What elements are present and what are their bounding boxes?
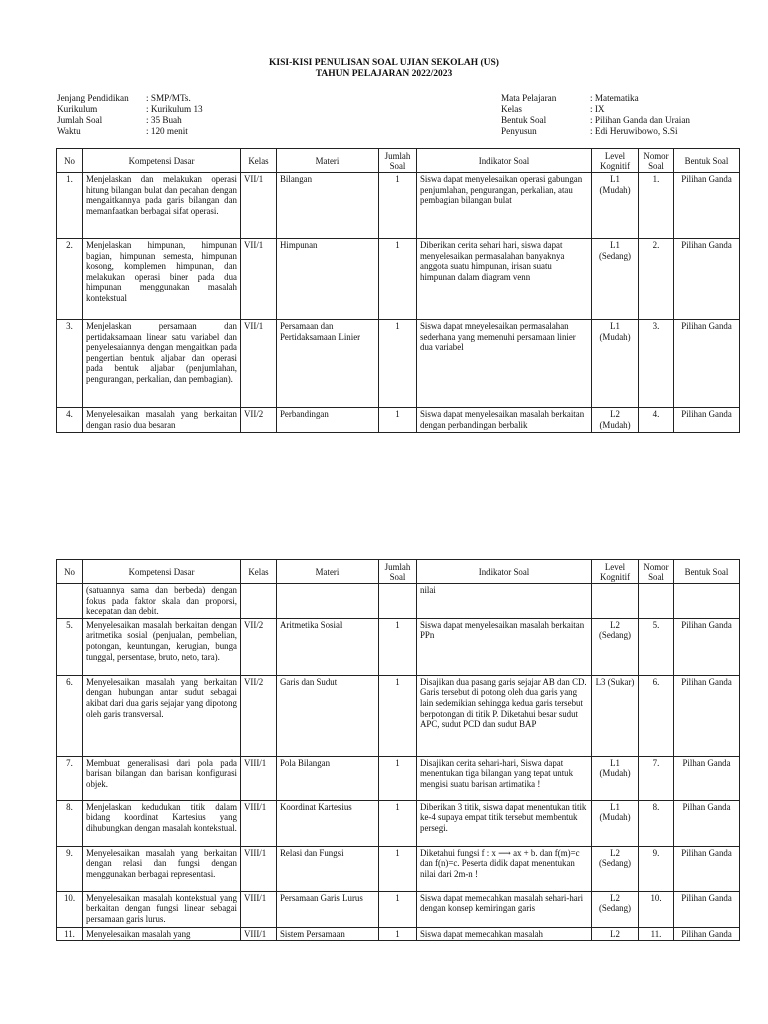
cell-kelas: VII/2 <box>241 408 277 433</box>
cell-no: 5. <box>57 618 83 675</box>
cell-jumlah: 1 <box>379 173 417 239</box>
meta-row <box>501 93 690 104</box>
cell-kompetensi-dasar: Menyelesaikan masalah kontekstual yang berkaitan dengan fungsi linear sebagai persamaan garis lurus. <box>83 891 241 927</box>
cell-nomor: 11. <box>639 927 674 941</box>
cell-kelas: VII/1 <box>241 173 277 239</box>
cell-materi: Himpunan <box>277 239 379 320</box>
header-nomor-soal: Nomor Soal <box>639 149 674 173</box>
cell-level: L2 (Sedang) <box>592 891 639 927</box>
cell-kompetensi-dasar: Menyelesaikan masalah berkaitan dengan aritmetika sosial (penjualan, pembelian, potongan, keuntungan, kerugian, bunga tunggal, persentase, bruto, neto, tara). <box>83 618 241 675</box>
header-indikator-soal: Indikator Soal <box>417 149 592 173</box>
header-bentuk-soal: Bentuk Soal <box>674 560 740 584</box>
cell-bentuk: Pilihan Ganda <box>674 891 740 927</box>
cell-bentuk: Pilihan Ganda <box>674 846 740 891</box>
cell-materi: Sistem Persamaan <box>277 927 379 941</box>
meta-value: : SMP/MTs. <box>146 93 191 103</box>
document-title-line1: KISI-KISI PENULISAN SOAL UJIAN SEKOLAH (US) <box>269 58 499 68</box>
cell-jumlah: 1 <box>379 756 417 800</box>
cell-no: 11. <box>57 927 83 941</box>
cell-level: L2 (Mudah) <box>592 408 639 433</box>
cell-kelas: VII/1 <box>241 320 277 408</box>
cell-nomor: 5. <box>639 618 674 675</box>
meta-value: : 35 Buah <box>146 115 182 125</box>
table-row <box>57 618 740 675</box>
cell-level: L1 (Mudah) <box>592 320 639 408</box>
header-no: No <box>57 149 83 173</box>
cell-nomor: 1. <box>639 173 674 239</box>
header-indikator-soal: Indikator Soal <box>417 560 592 584</box>
cell-bentuk: Pilhan Ganda <box>674 800 740 846</box>
meta-row <box>501 115 690 126</box>
cell-indikator: Siswa dapat mneyelesaikan permasalahan sederhana yang memenuhi persamaan linier dua variabel <box>417 320 592 408</box>
table-row <box>57 756 740 800</box>
cell-indikator: Diketahui fungsi f : x ⟶ ax + b. dan f(m)=c dan f(n)=c. Peserta didik dapat menentukan nilai dari 2m-n ! <box>417 846 592 891</box>
cell-indikator: nilai <box>417 584 592 619</box>
cell-indikator: Siswa dapat memecahkan masalah <box>417 927 592 941</box>
cell-level: L3 (Sukar) <box>592 675 639 756</box>
cell-materi: Pola Bilangan <box>277 756 379 800</box>
cell-indikator: Siswa dapat menyelesaikan operasi gabungan penjumlahan, pengurangan, perkalian, atau pembagian bilangan bulat <box>417 173 592 239</box>
meta-row <box>57 104 203 115</box>
cell-bentuk: Pilihan Ganda <box>674 675 740 756</box>
cell-level: L2 (Sedang) <box>592 846 639 891</box>
cell-jumlah: 1 <box>379 320 417 408</box>
table-row <box>57 408 740 433</box>
meta-row <box>501 126 690 137</box>
cell-indikator: Siswa dapat menyelesaikan masalah berkaitan PPn <box>417 618 592 675</box>
cell-materi: Bilangan <box>277 173 379 239</box>
cell-materi: Persamaan Garis Lurus <box>277 891 379 927</box>
table-row <box>57 891 740 927</box>
cell-kompetensi-dasar: Menyelesaikan masalah yang berkaitan dengan relasi dan fungsi dengan menggunakan berbagai representasi. <box>83 846 241 891</box>
header-materi: Materi <box>277 149 379 173</box>
header-kelas: Kelas <box>241 149 277 173</box>
header-kompetensi-dasar: Kompetensi Dasar <box>83 149 241 173</box>
meta-label: Waktu <box>57 126 81 136</box>
meta-label: Kelas <box>501 104 522 114</box>
cell-no: 10. <box>57 891 83 927</box>
meta-label: Penyusun <box>501 126 537 136</box>
cell-no: 1. <box>57 173 83 239</box>
cell-jumlah: 1 <box>379 927 417 941</box>
cell-kelas: VIII/1 <box>241 800 277 846</box>
cell-kompetensi-dasar: Menjelaskan dan melakukan operasi hitung bilangan bulat dan pecahan dengan mengaitkannya pada garis bilangan dan memanfaatkan berbagai sifat operasi. <box>83 173 241 239</box>
cell-jumlah <box>379 584 417 619</box>
cell-level <box>592 584 639 619</box>
cell-no: 6. <box>57 675 83 756</box>
table-row <box>57 173 740 239</box>
cell-level: L1 (Mudah) <box>592 173 639 239</box>
cell-kelas <box>241 584 277 619</box>
kisi-kisi-table-2 <box>56 559 740 941</box>
meta-value: : IX <box>590 104 605 114</box>
cell-jumlah: 1 <box>379 891 417 927</box>
cell-jumlah: 1 <box>379 408 417 433</box>
cell-nomor <box>639 584 674 619</box>
cell-nomor: 3. <box>639 320 674 408</box>
cell-no: 9. <box>57 846 83 891</box>
meta-value: : Pilihan Ganda dan Uraian <box>590 115 691 125</box>
cell-no: 3. <box>57 320 83 408</box>
cell-kompetensi-dasar: Menjelaskan himpunan, himpunan bagian, himpunan semesta, himpunan kosong, komplemen himpunan, dan melakukan operasi biner pada dua himpunan menggunakan masalah kontekstual <box>83 239 241 320</box>
meta-value: : Kurikulum 13 <box>146 104 203 114</box>
header-nomor-soal: Nomor Soal <box>639 560 674 584</box>
cell-indikator: Siswa dapat memecahkan masalah sehari-hari dengan konsep kemiringan garis <box>417 891 592 927</box>
meta-left <box>57 93 203 137</box>
cell-kelas: VII/2 <box>241 618 277 675</box>
table-row <box>57 927 740 941</box>
table-row <box>57 239 740 320</box>
cell-kelas: VIII/1 <box>241 927 277 941</box>
meta-value: : 120 menit <box>146 126 188 136</box>
cell-materi: Persamaan dan Pertidaksamaan Linier <box>277 320 379 408</box>
cell-level: L1 (Mudah) <box>592 756 639 800</box>
cell-materi: Aritmetika Sosial <box>277 618 379 675</box>
meta-label: Kurikulum <box>57 104 98 114</box>
meta-right <box>501 93 690 137</box>
cell-materi: Perbandingan <box>277 408 379 433</box>
cell-level: L1 (Mudah) <box>592 800 639 846</box>
header-no: No <box>57 560 83 584</box>
cell-nomor: 7. <box>639 756 674 800</box>
cell-indikator: Siswa dapat menyelesaikan masalah berkaitan dengan perbandingan berbalik <box>417 408 592 433</box>
cell-bentuk: Pilihan Ganda <box>674 618 740 675</box>
cell-kompetensi-dasar: Menyelesaikan masalah yang berkaitan dengan hubungan antar sudut sebagai akibat dari dua garis sejajar yang dipotong oleh garis transversal. <box>83 675 241 756</box>
cell-level: L2 (Sedang) <box>592 618 639 675</box>
cell-bentuk: Pilihan Ganda <box>674 927 740 941</box>
header-level-kognitif: Level Kognitif <box>592 560 639 584</box>
table-row <box>57 320 740 408</box>
meta-row <box>57 115 203 126</box>
table-header-row <box>57 560 740 584</box>
cell-no: 4. <box>57 408 83 433</box>
cell-kelas: VIII/1 <box>241 846 277 891</box>
table-header-row <box>57 149 740 173</box>
header-jumlah-soal: Jumlah Soal <box>379 560 417 584</box>
table-row <box>57 800 740 846</box>
header-jumlah-soal: Jumlah Soal <box>379 149 417 173</box>
cell-bentuk <box>674 584 740 619</box>
cell-kelas: VII/1 <box>241 239 277 320</box>
table-row <box>57 584 740 619</box>
meta-row <box>57 126 203 137</box>
table-row <box>57 846 740 891</box>
cell-nomor: 8. <box>639 800 674 846</box>
cell-level: L2 <box>592 927 639 941</box>
cell-bentuk: Pilihan Ganda <box>674 320 740 408</box>
cell-no: 7. <box>57 756 83 800</box>
cell-bentuk: Pilihan Ganda <box>674 239 740 320</box>
header-kompetensi-dasar: Kompetensi Dasar <box>83 560 241 584</box>
cell-kompetensi-dasar: Membuat generalisasi dari pola pada barisan bilangan dan barisan konfigurasi objek. <box>83 756 241 800</box>
cell-indikator: Diberikan cerita sehari hari, siswa dapat menyelesaikan permasalahan banyaknya anggota suatu himpunan, irisan suatu himpunan dalam diagram venn <box>417 239 592 320</box>
meta-label: Jenjang Pendidikan <box>57 93 129 103</box>
cell-no: 2. <box>57 239 83 320</box>
cell-kelas: VII/2 <box>241 675 277 756</box>
kisi-kisi-table-1 <box>56 148 740 433</box>
table-row <box>57 675 740 756</box>
cell-jumlah: 1 <box>379 239 417 320</box>
meta-row <box>57 93 203 104</box>
cell-jumlah: 1 <box>379 846 417 891</box>
cell-nomor: 10. <box>639 891 674 927</box>
cell-bentuk: Pilhan Ganda <box>674 756 740 800</box>
cell-level: L1 (Sedang) <box>592 239 639 320</box>
cell-kompetensi-dasar: Menjelaskan kedudukan titik dalam bidang koordinat Kartesius yang dihubungkan dengan masalah kontekstual. <box>83 800 241 846</box>
cell-kompetensi-dasar: Menjelaskan persamaan dan pertidaksamaan linear satu variabel dan penyelesaiannya dengan mengaitkan pada pengertian bentuk aljabar dan operasi pada bentuk aljabar (penjumlahan, pengurangan, perkalian, dan pembagian). <box>83 320 241 408</box>
cell-jumlah: 1 <box>379 675 417 756</box>
cell-kompetensi-dasar: Menyelesaikan masalah yang berkaitan dengan rasio dua besaran <box>83 408 241 433</box>
document-title-line2: TAHUN PELAJARAN 2022/2023 <box>315 69 453 79</box>
cell-jumlah: 1 <box>379 800 417 846</box>
cell-jumlah: 1 <box>379 618 417 675</box>
header-materi: Materi <box>277 560 379 584</box>
cell-nomor: 9. <box>639 846 674 891</box>
cell-no: 8. <box>57 800 83 846</box>
cell-kompetensi-dasar: (satuannya sama dan berbeda) dengan fokus pada faktor skala dan proporsi, kecepatan dan debit. <box>83 584 241 619</box>
header-bentuk-soal: Bentuk Soal <box>674 149 740 173</box>
cell-materi: Koordinat Kartesius <box>277 800 379 846</box>
cell-bentuk: Pilihan Ganda <box>674 173 740 239</box>
cell-indikator: Disajikan cerita sehari-hari, Siswa dapat menentukan tiga bilangan yang tepat untuk mengisi suatu barisan artimatika ! <box>417 756 592 800</box>
meta-value: : Edi Heruwibowo, S.Si <box>590 126 678 136</box>
cell-materi: Relasi dan Fungsi <box>277 846 379 891</box>
cell-nomor: 2. <box>639 239 674 320</box>
cell-indikator: Diberikan 3 titik, siswa dapat menentukan titik ke-4 supaya empat titik tersebut membentuk persegi. <box>417 800 592 846</box>
cell-nomor: 4. <box>639 408 674 433</box>
header-level-kognitif: Level Kognitif <box>592 149 639 173</box>
cell-no <box>57 584 83 619</box>
meta-value: : Matematika <box>590 93 639 103</box>
cell-nomor: 6. <box>639 675 674 756</box>
meta-row <box>501 104 690 115</box>
meta-label: Bentuk Soal <box>501 115 547 125</box>
cell-kompetensi-dasar: Menyelesaikan masalah yang <box>83 927 241 941</box>
header-kelas: Kelas <box>241 560 277 584</box>
cell-bentuk: Pilihan Ganda <box>674 408 740 433</box>
cell-kelas: VIII/1 <box>241 891 277 927</box>
cell-indikator: Disajikan dua pasang garis sejajar AB dan CD. Garis tersebut di potong oleh dua garis yang lain sedemikian sehingga kedua garis tersebut berpotongan di titik P. Diketahui besar sudut APC, sudut PCD dan sudut BAP <box>417 675 592 756</box>
cell-materi <box>277 584 379 619</box>
cell-kelas: VIII/1 <box>241 756 277 800</box>
cell-materi: Garis dan Sudut <box>277 675 379 756</box>
meta-label: Mata Pelajaran <box>501 93 557 103</box>
meta-label: Jumlah Soal <box>57 115 103 125</box>
